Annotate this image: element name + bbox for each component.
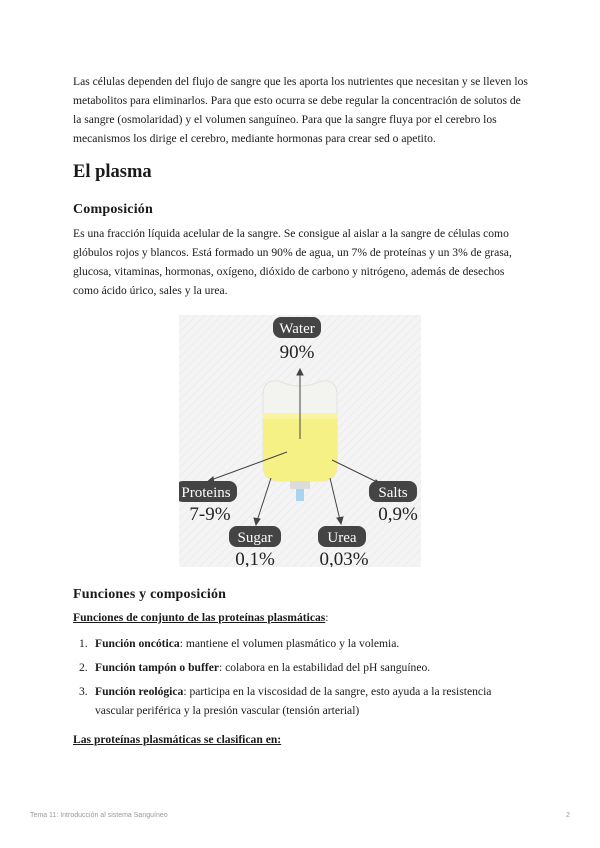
proteinas-funciones-subheading (73, 611, 329, 624)
funciones-list (73, 634, 528, 725)
clasificacion-subheading: Las proteínas plasmáticas se clasifican en: (73, 733, 282, 746)
list-item-number: 3. (79, 685, 88, 698)
section-title: El plasma (73, 162, 152, 182)
composicion-paragraph: Es una fracción líquida acelular de la sangre. Se consigue al aislar a la sangre de células como glóbulos rojos y blancos. Está formado un 90% de agua, un 7% de proteínas y un 3% de grasa, glucosa, vitaminas, hormonas, oxígeno, dióxido de carbono y nitrógeno, además de desechos como ácido úrico, sales y la urea. (73, 227, 512, 297)
label-water-value: 90% (279, 342, 315, 363)
list-item (73, 682, 528, 720)
plasma-composition-figure (179, 315, 421, 567)
label-proteins-value: 7-9% (189, 504, 231, 525)
footer-title: Tema 11: Introducción al sistema Sanguíneo (30, 812, 168, 819)
funciones-heading: Funciones y composición (73, 587, 227, 602)
list-item-text: : participa en la viscosidad de la sangre, esto ayuda a la resistencia vascular periférica y la presión vascular (tensión arterial) (95, 685, 492, 717)
label-sugar-name: Sugar (237, 530, 273, 546)
composicion-heading: Composición (73, 202, 153, 217)
label-salts-name: Salts (378, 485, 408, 501)
list-item (73, 658, 528, 677)
list-item-title: Función oncótica (95, 637, 180, 650)
list-item-title: Función reológica (95, 685, 184, 698)
intro-paragraph: Las células dependen del flujo de sangre que les aporta los nutrientes que necesitan y se lleven los metabolitos para eliminarlos. Para que esto ocurra se debe regular la concentración de solutos de la sangre (osmolaridad) y el volumen sanguíneo. Para que la sangre fluya por el cerebro los mecanismos los dirige el cerebro, mediante hormonas para crear sed o apetito. (73, 75, 528, 145)
list-item-text: : colabora en la estabilidad del pH sanguíneo. (219, 661, 431, 674)
list-item-number: 1. (79, 637, 88, 650)
label-sugar-value: 0,1% (235, 549, 275, 567)
list-item (73, 634, 528, 653)
label-sugar (229, 526, 281, 567)
bag-tip (296, 489, 304, 501)
subheading-text: Funciones de conjunto de las proteínas plasmáticas (73, 611, 326, 624)
label-urea-name: Urea (327, 530, 357, 546)
list-item-text: : mantiene el volumen plasmático y la volemia. (179, 637, 400, 650)
list-item-number: 2. (79, 661, 88, 674)
subheading-suffix: : (325, 611, 329, 624)
list-item-title: Función tampón o buffer (95, 661, 219, 674)
label-salts-value: 0,9% (378, 504, 418, 525)
page-number: 2 (566, 812, 570, 819)
label-water-name: Water (279, 321, 315, 337)
label-urea-value: 0,03% (319, 549, 369, 567)
label-proteins-name: Proteins (181, 485, 231, 501)
